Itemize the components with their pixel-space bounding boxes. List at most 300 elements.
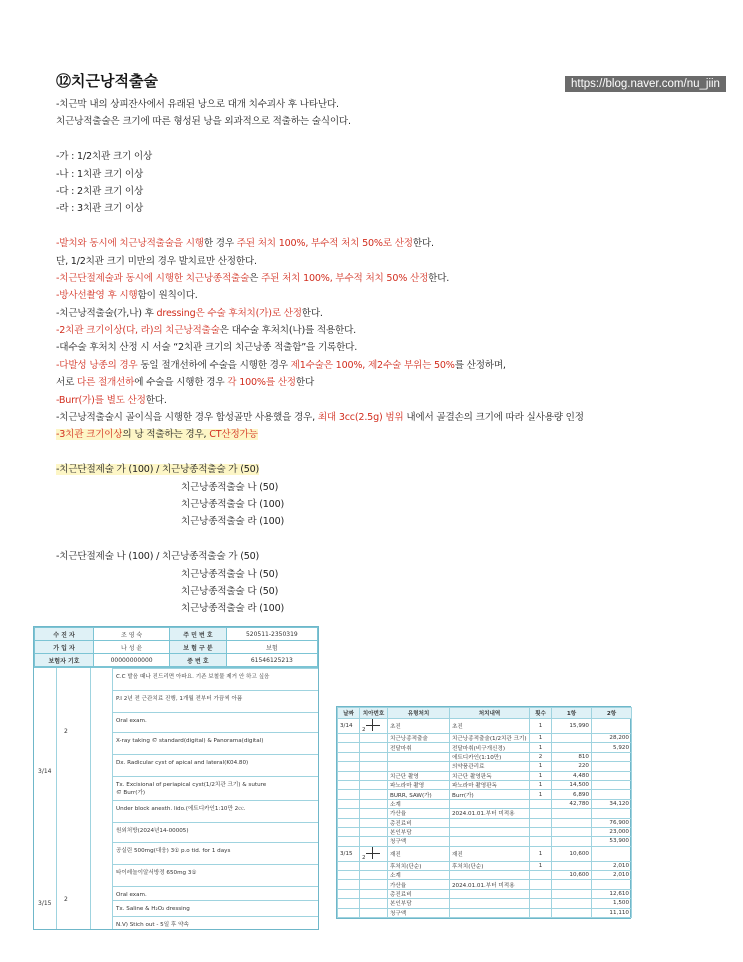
text-line [56,583,716,600]
table-cell: 53,900 [592,837,632,846]
text-span: 치근낭종적출술 라 (100) [181,516,285,528]
table-cell [530,827,552,836]
table-cell [592,790,632,799]
table-cell [338,809,360,818]
field-label: 보험자 기호 [35,654,94,667]
text-line [56,218,716,235]
table-cell [552,899,592,908]
table-cell [360,837,388,846]
emphasis-text: CT산정가능 [209,429,258,441]
table-row [338,752,632,761]
field-value: 보험 [226,641,317,654]
table-cell: 2024.01.01.부터 미적용 [450,809,530,818]
table-cell [530,799,552,808]
record-entry [112,900,318,916]
table-cell [592,880,632,889]
table-row [338,762,632,771]
table-cell [552,880,592,889]
table-cell [360,771,388,780]
emphasis-text: -3치관 크기이상 [56,429,123,441]
table-row [338,790,632,799]
record-date: 3/14 [38,768,52,775]
table-cell [338,762,360,771]
tooth-number: 2 [362,727,366,733]
table-cell [338,734,360,743]
emphasis-text: 주된 처치 100%, 부수적 처치 50% 산정 [261,272,429,284]
table-cell: 치근단 촬영판독 [450,771,530,780]
table-cell [338,799,360,808]
text-line [56,600,716,617]
text-span: 한다. [145,394,167,406]
record-entry-text: Under block anesth. lido.(에트디카인1:10만 2㏄. [116,806,246,812]
table-cell [530,871,552,880]
column-divider [56,668,57,929]
table-cell: 1 [530,861,552,870]
table-cell [360,908,388,917]
text-line [56,235,716,252]
table-cell [530,818,552,827]
table-row [338,908,632,917]
table-cell [360,880,388,889]
emphasis-text: -발치와 동시에 치근낭적출술을 시행 [56,238,204,250]
table-cell [338,818,360,827]
text-line [56,444,716,461]
text-span: -나 : 1치관 크기 이상 [56,168,144,180]
text-span: 서로 [56,377,77,389]
text-span: 동일 절개선하에 수술을 시행한 경우 [137,359,291,371]
tooth-quadrant-icon [366,719,380,731]
table-cell: 6,890 [552,790,592,799]
record-entry-text: Dx. Radicular cyst of apical and lateral(K04.80) [116,760,249,766]
text-span: -가 : 1/2치관 크기 이상 [56,151,153,163]
table-cell [530,899,552,908]
field-value: 조 영 숙 [94,628,170,641]
record-entry-text: Oral exam. [116,718,147,724]
table-cell: 3/14 [338,719,360,734]
text-line [56,113,716,130]
text-span: 한다. [412,238,434,250]
record-entry [112,690,318,712]
table-cell: 본인부담 [388,827,450,836]
table-cell: 12,610 [592,889,632,898]
table-cell [552,827,592,836]
field-label: 주 민 번 호 [170,628,227,641]
emphasis-text: 주된 처치 100%, 부수적 처치 50%로 산정 [236,238,413,250]
field-label: 보 험 구 분 [170,641,227,654]
text-span: -다 : 2치관 크기 이상 [56,185,144,197]
text-span: 치근낭종적출술 다 (50) [181,585,279,597]
emphasis-text: -치근단절제술과 동시에 시행한 치근낭종적출술 [56,272,250,284]
record-entry-text: X-ray taking ©̄ standard(digital) & Panorama(digital) [116,738,264,744]
text-span: 를 산정하며, [454,359,506,371]
table-cell: 23,000 [592,827,632,836]
record-entry-text: 타이레놀이알서방정 650mg 3① [116,870,197,876]
table-cell [552,861,592,870]
document-body [56,96,716,618]
table-cell: 파노라마 촬영 [388,780,450,789]
column-divider [90,668,91,929]
text-line [56,461,716,478]
table-cell [530,889,552,898]
table-cell [530,837,552,846]
table-cell [450,899,530,908]
table-cell: 총진료비 [388,818,450,827]
record-entry-text: Oral exam. [116,892,147,898]
table-cell: 1 [530,790,552,799]
table-row [338,809,632,818]
column-header: 치아번호 [360,708,388,719]
tooth-number: 2 [64,896,68,903]
table-cell: 1 [530,846,552,861]
text-span: -치근막 내의 상피잔사에서 유래된 낭으로 대개 치수괴사 후 나타난다. [56,99,339,110]
record-entry [112,864,318,886]
emphasis-text: -2치관 크기이상(다, 라)의 치근낭적출술 [56,325,220,337]
table-row [338,827,632,836]
tooth-number: 2 [64,728,68,735]
billing-table [337,707,632,918]
table-cell [552,743,592,752]
record-entry [112,668,318,690]
table-cell [450,889,530,898]
table-row [338,880,632,889]
table-cell [338,908,360,917]
table-cell: 10,600 [552,871,592,880]
table-cell: 220 [552,762,592,771]
table-cell: 11,110 [592,908,632,917]
text-line [56,566,716,583]
table-cell: 1 [530,762,552,771]
table-cell [360,762,388,771]
table-row [338,734,632,743]
table-cell: 청구액 [388,837,450,846]
table-cell: 가산율 [388,880,450,889]
text-line [56,253,716,270]
table-cell: 1 [530,719,552,734]
table-cell: 본인부담 [388,899,450,908]
table-cell [450,837,530,846]
record-entry-text: 원외처방(2024년14-00005) [116,828,189,834]
text-span: 은 [249,272,262,284]
text-span: 한다. [301,307,323,319]
table-cell: 5,920 [592,743,632,752]
table-cell: 후처치(단순) [450,861,530,870]
table-cell: 2,010 [592,871,632,880]
table-cell [360,752,388,761]
text-line [56,409,716,426]
table-cell [338,780,360,789]
emphasis-text: -다발성 낭종의 경우 [56,359,138,371]
table-cell: 4,480 [552,771,592,780]
text-line [56,374,716,391]
text-span: 한 경우 [203,238,237,250]
table-cell [552,734,592,743]
table-cell: 가산율 [388,809,450,818]
table-row [338,837,632,846]
table-cell [450,818,530,827]
emphasis-text: 각 100%를 산정 [227,377,296,389]
record-entry [112,776,318,800]
table-cell [360,861,388,870]
field-value: 00000000000 [94,654,170,667]
field-label: 증 번 호 [170,654,227,667]
table-cell [388,762,450,771]
table-cell [552,908,592,917]
text-span: 은 대수술 후처치(나)를 적용한다. [219,325,357,337]
table-cell [360,790,388,799]
emphasis-text: 다른 절개선하 [77,377,135,389]
table-cell [338,880,360,889]
page-title: ⑫치근낭적출술 [56,72,158,90]
record-entry [112,754,318,776]
record-entry [112,916,318,930]
table-cell [360,780,388,789]
text-span: -치근단절제술 가 (100) / 치근낭종적출술 가 (50) [56,464,260,476]
text-span: 치근낭적출술은 크기에 따른 형성된 낭을 외과적으로 적출하는 술식이다. [56,116,351,128]
text-span: 단, 1/2치관 크기 미만의 경우 발치료만 산정한다. [56,255,257,267]
field-label: 수 진 자 [35,628,94,641]
record-entry-text: Tx. Saline & H₂O₂ dressing [116,906,190,912]
table-row [338,899,632,908]
table-cell [360,846,388,861]
emphasis-text: dressing은 수술 후처치(가)로 산정 [156,307,302,319]
text-line [56,339,716,356]
table-cell: 소계 [388,871,450,880]
table-row [338,861,632,870]
table-cell: 14,500 [552,780,592,789]
text-line [56,183,716,200]
billing-statement [336,706,631,919]
table-cell [592,809,632,818]
record-entry [112,712,318,732]
text-span: -치근낭적출술(가,나) 후 [56,307,157,319]
table-cell [450,799,530,808]
text-line [56,131,716,148]
table-cell [360,818,388,827]
text-line [56,200,716,217]
table-cell [360,871,388,880]
table-cell [338,752,360,761]
table-cell [338,837,360,846]
emphasis-text: -방사선촬영 후 시행 [56,290,138,302]
record-entry [112,842,318,864]
table-cell [592,719,632,734]
table-cell [338,743,360,752]
table-cell: 15,990 [552,719,592,734]
table-cell: 76,900 [592,818,632,827]
text-line [56,148,716,165]
record-entry-text: 공실린 500mg(대웅) 3① p.o tid. for 1 days [116,848,231,854]
text-line [56,392,716,409]
table-cell [360,809,388,818]
text-span: 치근낭종적출술 다 (100) [181,498,285,510]
table-cell [360,743,388,752]
table-cell: 소계 [388,799,450,808]
table-cell [552,818,592,827]
table-cell [592,762,632,771]
record-entry-text: Tx. Excisional of periapical cyst(1/2치관 크기) & suture [116,782,267,788]
text-line [56,531,716,548]
table-row [338,846,632,861]
text-span: -대수술 후처치 산정 시 서술 “2치관 크기의 치근낭종 적출함”을 기록한다. [56,342,358,354]
table-row [338,889,632,898]
table-cell [592,771,632,780]
table-cell: 1 [530,743,552,752]
table-row [338,871,632,880]
table-row [338,771,632,780]
dental-record-chart [33,626,319,930]
table-cell: 3/15 [338,846,360,861]
text-line [56,166,716,183]
column-header: 2항 [592,708,632,719]
text-span: -치근단절제술 나 (100) / 치근낭종적출술 가 (50) [56,551,260,563]
text-span: 치근낭종적출술 라 (100) [181,603,285,615]
table-cell [450,871,530,880]
record-entry-text: P.I 2년 전 근관치료 진행, 1개월 전부터 가끔씩 아픔 [116,696,243,702]
text-span: 에 수술을 시행한 경우 [134,377,228,389]
table-cell [360,899,388,908]
table-cell: 에트디카인(1:10만) [450,752,530,761]
record-date: 3/15 [38,900,52,907]
text-line [56,513,716,530]
text-line [56,548,716,565]
column-header: 유형처치 [388,708,450,719]
emphasis-text: -Burr(가)를 별도 산정 [56,394,146,406]
table-cell [338,827,360,836]
table-cell: 청구액 [388,908,450,917]
table-cell [552,837,592,846]
table-cell [338,790,360,799]
record-entry [112,800,318,822]
table-cell [360,799,388,808]
record-entry [112,886,318,900]
table-cell: 후처치(단순) [388,861,450,870]
text-span: -라 : 3치관 크기 이상 [56,203,144,215]
emphasis-text: 최대 3cc(2.5g) 범위 [317,412,404,424]
column-header: 날짜 [338,708,360,719]
record-entry-text: N.V) Stich out - 5일 후 약속 [116,922,189,928]
table-cell: 1 [530,780,552,789]
column-header: 횟수 [530,708,552,719]
text-line [56,96,716,113]
table-row [338,743,632,752]
table-cell: 재진 [388,846,450,861]
text-span: 치근낭종적출술 나 (50) [181,568,279,580]
table-cell [338,871,360,880]
blog-url-watermark: https://blog.naver.com/nu_jiin [565,76,726,92]
table-cell: 2024.01.01.부터 미적용 [450,880,530,889]
text-line [56,270,716,287]
table-cell: 28,200 [592,734,632,743]
text-line [56,426,716,443]
table-cell [450,908,530,917]
table-cell: 34,120 [592,799,632,808]
emphasis-text: 제1수술은 100%, 제2수술 부위는 50% [290,359,455,371]
table-cell: Burr(가) [450,790,530,799]
text-span: 치근낭종적출술 나 (50) [181,481,279,493]
column-header: 처치내역 [450,708,530,719]
table-cell: 1 [530,734,552,743]
tooth-number: 2 [362,854,366,861]
table-cell: BURR, SAW(가) [388,790,450,799]
table-cell [450,827,530,836]
table-cell [552,809,592,818]
record-entry [112,732,318,754]
table-cell: 810 [552,752,592,761]
table-cell [360,889,388,898]
table-cell: 의약품관리료 [450,762,530,771]
table-cell: 전달마취(비구개신경) [450,743,530,752]
text-span: 함이 원칙이다. [137,290,198,302]
table-cell [338,899,360,908]
tooth-quadrant-icon [366,847,380,859]
table-cell [360,719,388,734]
text-span: -치근낭적출술시 골이식을 시행한 경우 합성골만 사용했을 경우, [56,412,318,424]
table-row [338,818,632,827]
table-cell: 2 [530,752,552,761]
field-value: 520511-2350319 [226,628,317,641]
treatment-record [34,667,318,929]
text-span: 내에서 골결손의 크기에 따라 실사용량 인정 [403,412,584,424]
table-cell [360,734,388,743]
text-line [56,322,716,339]
record-entry [112,822,318,842]
table-row [338,799,632,808]
field-value: 나 성 윤 [94,641,170,654]
text-line [56,357,716,374]
table-cell: 총진료비 [388,889,450,898]
table-cell: 1 [530,771,552,780]
table-cell [338,889,360,898]
table-cell [360,827,388,836]
table-cell: 2,010 [592,861,632,870]
table-cell [338,771,360,780]
table-cell: 1,500 [592,899,632,908]
patient-info-table [34,627,318,667]
text-span: 한다 [295,377,315,389]
table-cell: 파노라마 촬영판독 [450,780,530,789]
table-cell: 초진 [388,719,450,734]
table-cell [592,752,632,761]
field-label: 가 입 자 [35,641,94,654]
table-cell: 전달마취 [388,743,450,752]
table-cell [592,780,632,789]
record-entry-text: ©̄ Burr(가) [116,789,146,796]
table-cell [592,846,632,861]
table-cell: 치근단 촬영 [388,771,450,780]
column-header: 1항 [552,708,592,719]
text-span: 의 낭 적출하는 경우, [122,429,210,441]
table-cell: 42,780 [552,799,592,808]
table-cell [388,752,450,761]
table-cell: 초진 [450,719,530,734]
table-cell: 재진 [450,846,530,861]
table-row [338,719,632,734]
table-cell: 치근낭종적출술 [388,734,450,743]
text-line [56,287,716,304]
field-value: 61546125213 [226,654,317,667]
table-cell: 치근낭종적출술(1/2치관 크기) [450,734,530,743]
table-cell [338,861,360,870]
table-cell: 10,600 [552,846,592,861]
text-line [56,479,716,496]
table-cell [552,889,592,898]
text-line [56,496,716,513]
table-cell [530,809,552,818]
text-span: 한다. [428,272,450,284]
record-entry-text: C.C 발음 때나 진드리면 아파요. 기존 보철물 제거 안 하고 싶음 [116,674,270,680]
table-row [338,780,632,789]
text-line [56,305,716,322]
